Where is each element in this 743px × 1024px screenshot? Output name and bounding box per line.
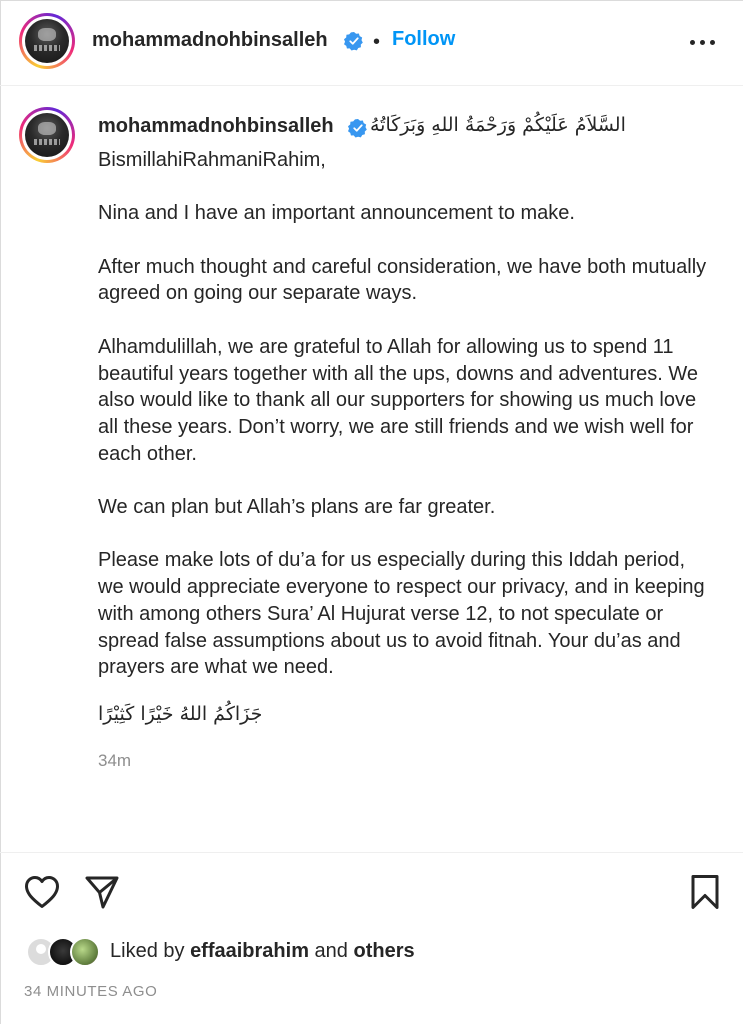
caption-greeting-arabic: السَّلاَمُ عَلَيْكُمْ وَرَحْمَةُ اللهِ وَبَرَكَاتُهُ — [370, 114, 626, 136]
caption-line: After much thought and careful consideration, we have both mutually agreed on going our separate ways. — [98, 255, 707, 305]
heart-icon[interactable] — [24, 875, 60, 909]
separator-dot: • — [373, 31, 381, 53]
caption-line: We can plan but Allah’s plans are far greater. — [98, 496, 496, 519]
caption-relative-time[interactable]: 34m — [98, 751, 132, 770]
caption-line: Please make lots of du’a for us especially during this Iddah period, we would appreciate everyone to respect our privacy, and in keeping with among others Sura’ Al Hujurat verse 12, to not speculate or spread false assumptions about us to avoid fitnah. Your du’as and prayers are what we need. — [98, 549, 705, 679]
avatar[interactable] — [19, 13, 75, 69]
post-timestamp[interactable]: 34 MINUTES AGO — [24, 983, 158, 1000]
paper-plane-icon[interactable] — [84, 874, 120, 910]
caption-text — [98, 147, 708, 681]
verified-badge-icon — [348, 118, 368, 138]
caption-line: Alhamdulillah, we are grateful to Allah for allowing us to spend 11 beautiful years together with all the ups, downs and adventures. We also would like to thank all our supporters for showing us much love all these years. Don’t worry, we are still friends and we wish well for each other. — [98, 335, 698, 465]
caption-line: BismillahiRahmaniRahim, — [98, 149, 326, 171]
liked-by-user-link[interactable]: effaaibrahim — [190, 940, 309, 962]
bookmark-icon[interactable] — [690, 874, 720, 910]
avatar — [70, 937, 100, 967]
verified-badge-icon — [344, 31, 364, 51]
caption-closing-arabic: جَزَاكُمُ اللهُ خَيْرًا كَثِيْرًا — [98, 703, 263, 725]
post-header — [0, 0, 743, 86]
caption-author-line — [98, 115, 334, 138]
divider — [0, 852, 743, 853]
follow-button[interactable]: Follow — [392, 28, 456, 50]
header-username-link[interactable]: mohammadnohbinsalleh — [92, 29, 328, 51]
more-options-icon[interactable] — [688, 32, 716, 52]
liked-by-others-link[interactable]: others — [353, 940, 415, 962]
liked-by-avatars[interactable] — [26, 937, 106, 967]
liked-by-text: Liked by effaaibrahim and others — [110, 940, 415, 962]
caption-avatar[interactable] — [19, 107, 75, 163]
caption-line: Nina and I have an important announcement to make. — [98, 202, 575, 225]
caption-username-link[interactable]: mohammadnohbinsalleh — [98, 115, 334, 137]
